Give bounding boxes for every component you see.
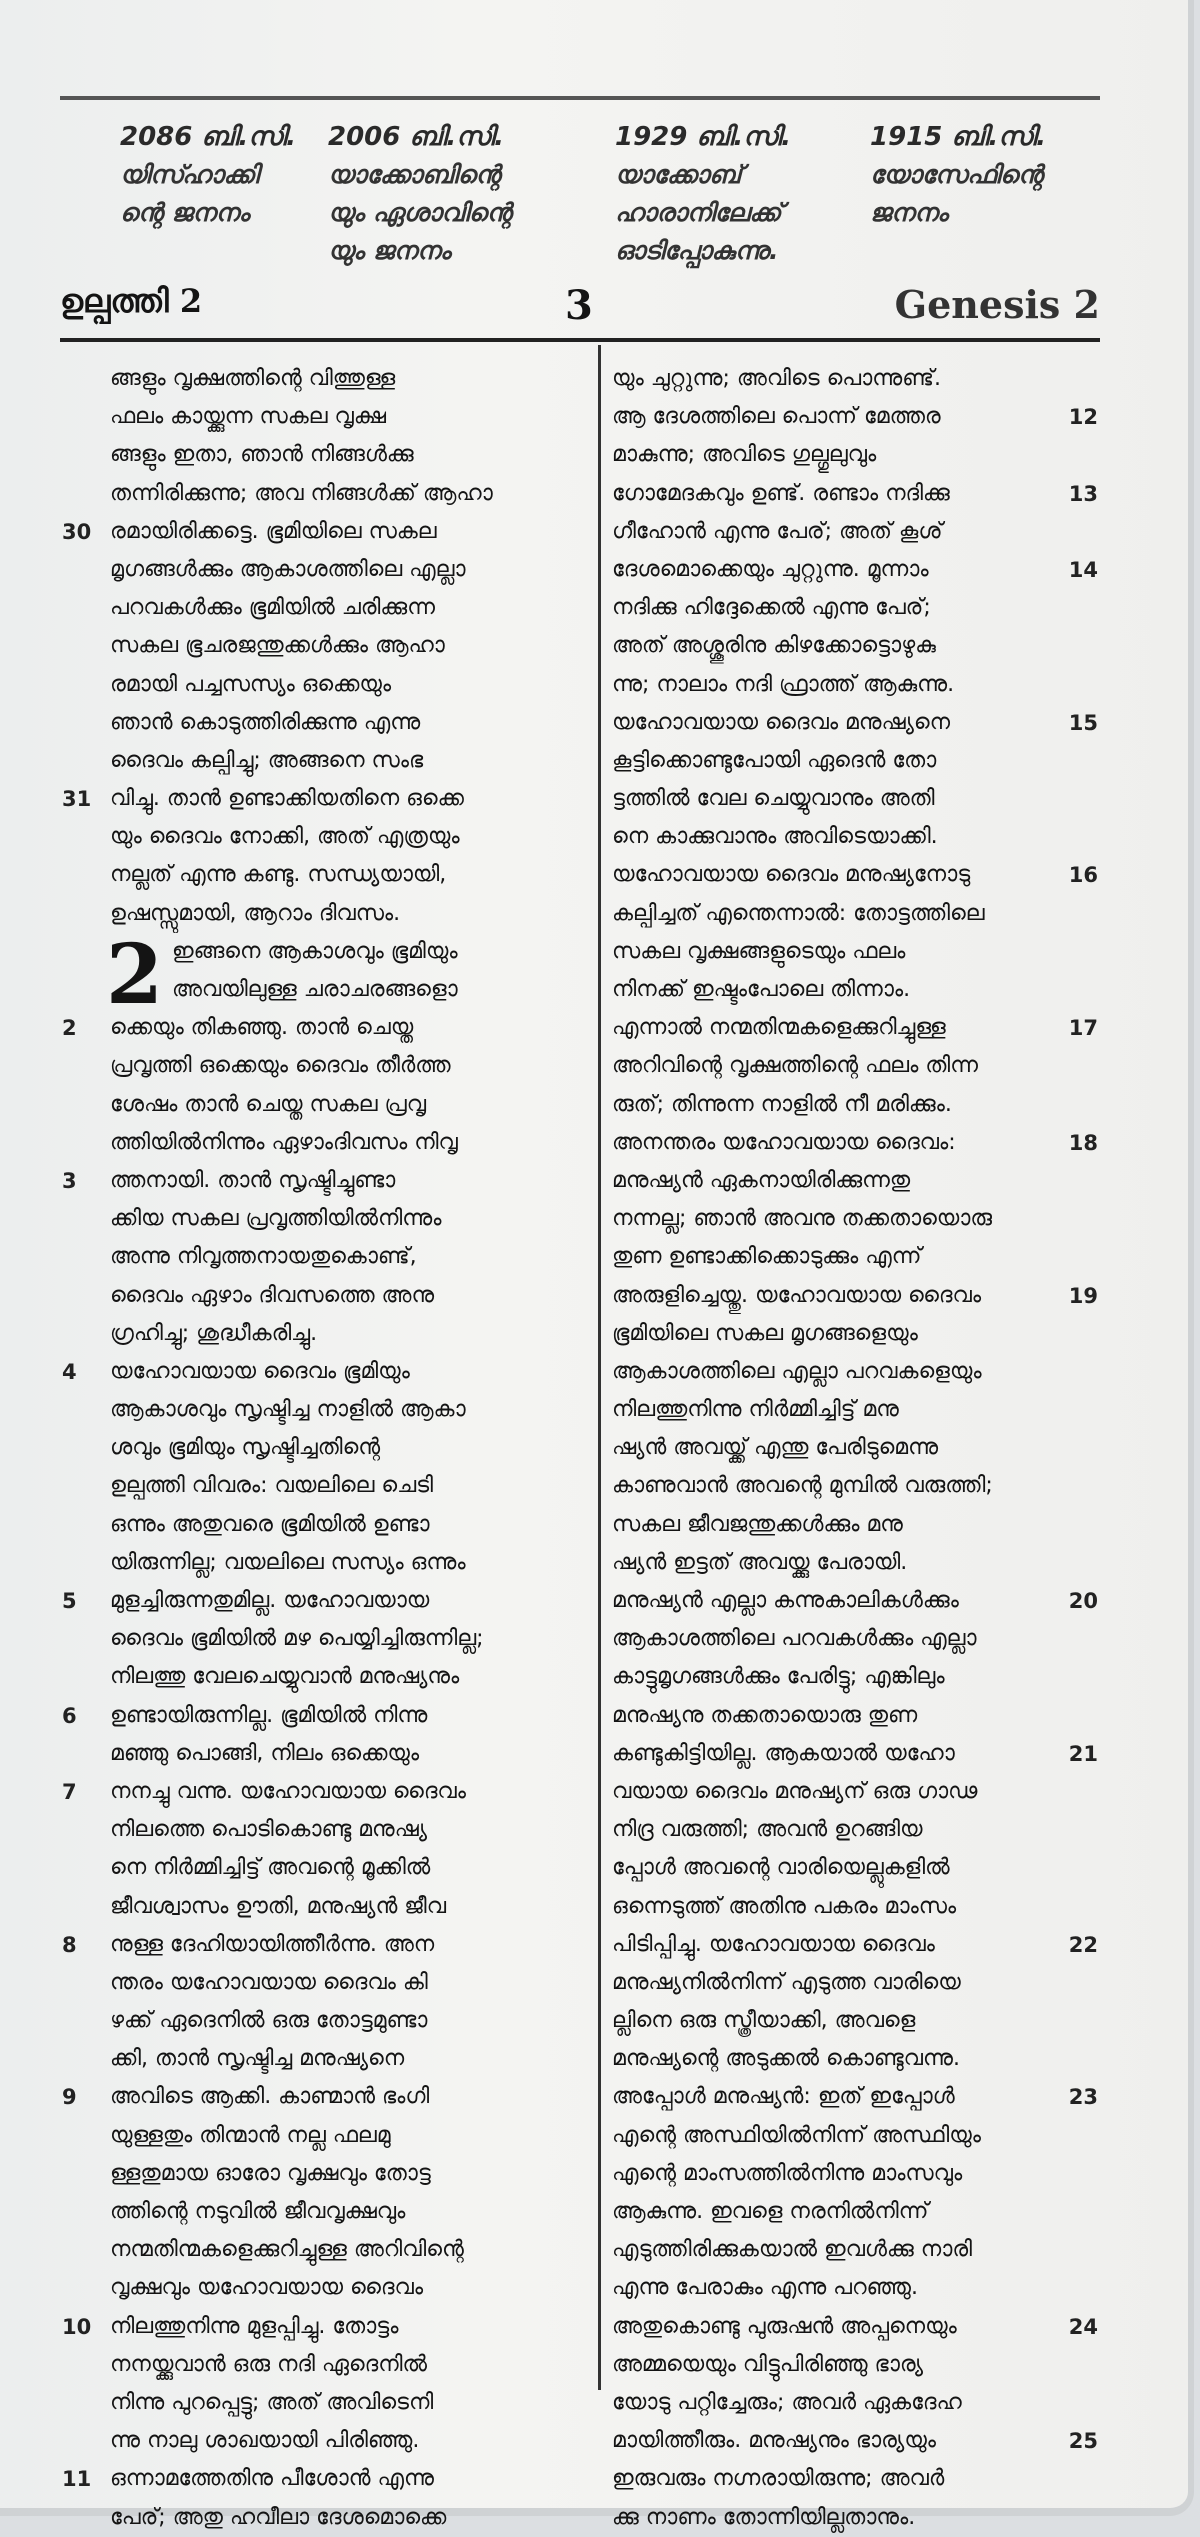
verse-line [608,2422,1098,2460]
verse-line [608,2460,1098,2498]
verse-number: 14 [1068,557,1098,582]
verse-line [60,627,580,665]
verse-line [608,2384,1098,2422]
verse-text: ഒന്നെടുത്ത് അതിനു പകരം മാംസം [612,1893,957,1919]
verse-number: 17 [1068,1016,1098,1041]
verse-text: ഗ്രഹിച്ചു; ശുദ്ധീകരിച്ചു. [110,1320,318,1346]
verse-line [60,398,580,436]
timeline-year: 2086 ബി.സി. [120,122,297,152]
verse-text: മനുഷ്യൻ എല്ലാ കന്നുകാലികൾക്കും [612,1588,959,1613]
verse-text: കണ്ടുകിട്ടിയില്ല. ആകയാൽ യഹോ [612,1740,955,1766]
verse-line [608,1429,1098,1467]
verse-text: ഒന്നാമത്തേതിനു പീശോൻ എന്നു [110,2466,434,2492]
verse-line [60,2231,580,2269]
verse-line [608,1124,1098,1162]
verse-text: പ്പോൾ അവന്റെ വാരിയെല്ലുകളിൽ [612,1855,950,1881]
verse-text: ന്നു നാലു ശാഖയായി പിരിഞ്ഞു. [110,2428,420,2454]
page-number: 3 [565,282,593,329]
verse-line [60,1926,580,1964]
verse-text: വിച്ചു. താൻ ഉണ്ടാക്കിയതിനെ ഒക്കെ [110,786,464,812]
verse-number: 22 [1068,1932,1098,1957]
verse-line [608,1200,1098,1238]
verse-text: ഉഷസ്സുമായി, ആറാം ദിവസം. [110,900,401,926]
verse-line [60,2155,580,2193]
verse-number: 30 [62,519,92,544]
verse-text: ഷ്യൻ അവയ്ക്ക് എന്തു പേരിടുമെന്നു [612,1435,939,1461]
verse-text: യോടു പറ്റിച്ചേരും; അവർ ഏകദേഹ [612,2389,962,2415]
verse-text: രമായി പച്ചസസ്യം ഒക്കെയും [110,671,392,697]
verse-line [60,1620,580,1658]
verse-line [60,2422,580,2460]
verse-text: ശവും ഭൂമിയും സൃഷ്ടിച്ചതിന്റെ [110,1435,381,1461]
verse-text: അമ്മയെയും വിട്ടുപിരിഞ്ഞു ഭാര്യ [612,2351,923,2377]
verse-line [608,1849,1098,1887]
verse-line [608,360,1098,398]
verse-line [608,1735,1098,1773]
verse-text: സകല ജീവജന്തുക്കൾക്കും മനു [612,1511,903,1537]
verse-text: നിന്നു പുറപ്പെട്ടു; അത് അവിടെനി [110,2389,434,2415]
verse-text: മൃഗങ്ങൾക്കും ആകാശത്തിലെ എല്ലാ [110,556,466,582]
verse-line [608,2078,1098,2116]
verse-line [608,1888,1098,1926]
verse-line [608,1620,1098,1658]
verse-line [60,513,580,551]
verse-text: എന്റെ മാംസത്തിൽനിന്നു മാംസവും [612,2160,963,2186]
verse-text: ആകാശവും സൃഷ്ടിച്ച നാളിൽ ആകാ [110,1397,466,1423]
verse-line [60,1697,580,1735]
verse-line [60,2269,580,2307]
verse-line [60,1238,580,1276]
verse-line [60,2384,580,2422]
verse-line [608,895,1098,933]
verse-text: നിദ്ര വരുത്തി; അവൻ ഉറങ്ങിയ [612,1817,923,1843]
verse-text: ഉല്പത്തി വിവരം: വയലിലെ ചെടി [110,1473,433,1499]
verse-number: 20 [1068,1589,1098,1613]
verse-line [60,1544,580,1582]
verse-line [60,436,580,474]
book-chapter-title-ml: ഉല്പത്തി 2 [60,282,203,320]
verse-text: ഫലം കായ്ക്കുന്ന സകല വൃക്ഷ [110,404,386,430]
verse-line [608,971,1098,1009]
verse-text: അറിവിന്റെ വൃക്ഷത്തിന്റെ ഫലം തിന്ന [612,1053,978,1079]
verse-text: കല്പിച്ചത് എന്തെന്നാൽ: തോട്ടത്തിലെ [612,900,985,926]
verse-line [60,1315,580,1353]
verse-line [608,1697,1098,1735]
verse-line [608,589,1098,627]
column-divider [598,345,601,2390]
verse-line [608,856,1098,894]
verse-text: ക്കെയും തികഞ്ഞു. താൻ ചെയ്ത [110,1015,414,1041]
verse-text: ഷ്യൻ ഇട്ടത് അവയ്ക്കു പേരായി. [612,1549,908,1575]
chapter-number: 2 [106,926,164,1023]
timeline-text: ഓടിപ്പോകുന്നു. [615,236,779,265]
verse-text: പറവകൾക്കും ഭൂമിയിൽ ചരിക്കുന്ന [110,595,435,621]
verse-line [60,666,580,704]
verse-line [60,1200,580,1238]
verse-line [608,1277,1098,1315]
timeline-entry [615,118,855,270]
verse-text: ല്ലിനെ ഒരു സ്ത്രീയാക്കി, അവളെ [612,2008,916,2034]
verse-text: നെ കാക്കുവാനും അവിടെയാക്കി. [612,824,938,850]
verse-number: 7 [62,1779,77,1804]
verse-text: ദൈവം ഭൂമിയിൽ മഴ പെയ്യിച്ചിരുന്നില്ല; [110,1626,484,1652]
timeline-year: 1915 ബി.സി. [870,122,1047,152]
verse-text: മനുഷ്യന്റെ അടുക്കൽ കൊണ്ടുവന്നു. [612,2046,960,2072]
verse-text: വയായ ദൈവം മനുഷ്യന് ഒരു ഗാഢ [612,1778,978,1804]
verse-text: യും ദൈവം നോക്കി, അത് എത്രയും [110,824,460,850]
verse-text: മഞ്ഞു പൊങ്ങി, നിലം ഒക്കെയും [110,1740,420,1766]
verse-number: 2 [62,1016,77,1041]
verse-text: മനുഷ്യനിൽനിന്ന് എടുത്ത വാരിയെ [612,1969,961,1995]
verse-number: 18 [1068,1130,1098,1155]
verse-line [60,1162,580,1200]
verse-number: 6 [62,1703,77,1728]
verse-line [608,513,1098,551]
verse-line [608,2346,1098,2384]
verse-text: നനച്ചു വന്നു. യഹോവയായ ദൈവം [110,1778,466,1804]
timeline-text: ജനനം [870,198,948,227]
verse-text: അരുളിച്ചെയ്തു. യഹോവയായ ദൈവം [612,1282,982,1308]
verse-number: 15 [1068,710,1098,735]
verse-text: നിനക്ക് ഇഷ്ടംപോലെ തിന്നാം. [612,977,911,1002]
verse-number: 31 [62,787,92,812]
verse-line [60,1353,580,1391]
verse-line [60,551,580,589]
verse-line [60,780,580,818]
verse-line [608,551,1098,589]
verse-line [60,475,580,513]
left-column [60,360,580,2537]
verse-line [608,1467,1098,1505]
verse-line [608,627,1098,665]
verse-line [60,1391,580,1429]
timeline-text: ഹാരാനിലേക്ക് [615,198,782,227]
verse-line [608,1658,1098,1696]
verse-text: നദിക്കു ഹിദ്ദേക്കെൽ എന്നു പേര്; [612,595,931,621]
verse-line [60,1009,580,1047]
verse-line [60,1047,580,1085]
running-header [60,282,1100,342]
verse-line [608,1773,1098,1811]
verse-number: 5 [62,1589,77,1613]
verse-text: ആകാശത്തിലെ പറവകൾക്കും എല്ലാ [612,1626,977,1652]
timeline-year: 1929 ബി.സി. [615,122,792,152]
verse-line [608,2269,1098,2307]
verse-number: 8 [62,1932,77,1957]
verse-text: കാട്ടുമൃഗങ്ങൾക്കും പേരിട്ടു; എങ്കിലും [612,1664,945,1690]
verse-text: നിലത്തുനിന്നു നിർമ്മിച്ചിട്ട് മനു [612,1397,899,1423]
verse-line [608,1086,1098,1124]
verse-text: യഹോവയായ ദൈവം മനുഷ്യനെ [612,709,951,735]
verse-line [608,436,1098,474]
verse-line: ഇങ്ങനെ ആകാശവും ഭൂമിയും [172,938,458,964]
verse-line [608,1009,1098,1047]
verse-line [60,2078,580,2116]
verse-line [608,1047,1098,1085]
verse-text: യഹോവയായ ദൈവം ഭൂമിയും [110,1358,410,1384]
timeline-text: യോസേഫിന്റെ [870,160,1043,189]
verse-line [60,704,580,742]
verse-text: ക്കി, താൻ സൃഷ്ടിച്ച മനുഷ്യനെ [110,2046,405,2072]
verse-text: സകല ഭൂചരജന്തുക്കൾക്കും ആഹാ [110,633,445,659]
verse-text: ഇരുവരും നഗ്നരായിരുന്നു; അവർ [612,2466,945,2492]
verse-line [60,1888,580,1926]
verse-text: ത്തിയിൽനിന്നും ഏഴാംദിവസം നിവൃ [110,1129,458,1155]
verse-text: യുള്ളതും തിന്മാൻ നല്ല ഫലമു [110,2122,391,2148]
verse-text: ഞാൻ കൊടുത്തിരിക്കുന്നു എന്നു [110,709,421,735]
verse-text: ആ ദേശത്തിലെ പൊന്ന് മേത്തര [612,404,941,430]
verse-text: അവിടെ ആക്കി. കാണ്മാൻ ഭംഗി [110,2084,430,2110]
verse-line [608,1811,1098,1849]
verse-line [60,1277,580,1315]
verse-text: എന്നാൽ നന്മതിന്മകളെക്കുറിച്ചുള്ള [612,1015,946,1041]
verse-line [608,2193,1098,2231]
book-chapter-title-en: Genesis 2 [894,282,1100,327]
verse-text: ദേശമൊക്കെയും ചുറ്റുന്നു. മൂന്നാം [612,556,929,582]
right-column [608,360,1098,2537]
verse-text: ഗോമേദകവും ഉണ്ട്. രണ്ടാം നദിക്കു [612,480,950,506]
verse-text: അന്നു നിവൃത്തനായതുകൊണ്ട്, [110,1244,417,1270]
verse-text: നല്ലത് എന്നു കണ്ടു. സന്ധ്യയായി, [110,862,447,888]
verse-text: ഭൂമിയിലെ സകല മൃഗങ്ങളെയും [612,1320,918,1346]
verse-text: ദൈവം ഏഴാം ദിവസത്തെ അനു [110,1282,435,1308]
verse-text: മുളച്ചിരുന്നതുമില്ല. യഹോവയായ [110,1588,430,1613]
verse-text: അത് അശ്ശൂരിനു കിഴക്കോട്ടൊഴുകു [612,633,936,659]
verse-line [60,1506,580,1544]
verse-number: 13 [1068,481,1098,506]
verse-line [608,1238,1098,1276]
verse-number: 16 [1068,863,1098,888]
timeline-text: ന്റെ ജനനം [120,198,250,227]
verse-text: ങ്ങളും ഇതാ, ഞാൻ നിങ്ങൾക്കു [110,442,414,468]
verse-text: ന്തരം യഹോവയായ ദൈവം കി [110,1969,428,1995]
verse-line [608,398,1098,436]
verse-line [608,2499,1098,2537]
verse-text: നിലത്തുനിന്നു മുളപ്പിച്ചു. തോട്ടം [110,2313,399,2339]
verse-text: ദൈവം കല്പിച്ചു; അങ്ങനെ സംഭ [110,747,424,773]
verse-text: അതുകൊണ്ടു പുരുഷൻ അപ്പനെയും [612,2313,957,2339]
verse-text: വൃക്ഷവും യഹോവയായ ദൈവം [110,2275,424,2301]
verse-line [60,2499,580,2537]
verse-line [608,2040,1098,2078]
verse-text: മനുഷ്യൻ ഏകനായിരിക്കുന്നതു [612,1167,911,1193]
verse-line [60,2460,580,2498]
verse-number: 24 [1068,2314,1098,2339]
verse-text: നിലത്തു വേലചെയ്യുവാൻ മനുഷ്യനും [110,1664,460,1690]
verse-text: അപ്പോൾ മനുഷ്യൻ: ഇത് ഇപ്പോൾ [612,2084,955,2110]
verse-number: 25 [1068,2429,1098,2454]
verse-line [608,1506,1098,1544]
verse-line [60,360,580,398]
verse-line [60,1429,580,1467]
verse-line [608,1353,1098,1391]
verse-line [608,1582,1098,1620]
verse-text: മായിത്തീരും. മനുഷ്യനും ഭാര്യയും [612,2428,937,2454]
verse-line [608,2117,1098,2155]
verse-text: ക്കിയ സകല പ്രവൃത്തിയിൽനിന്നും [110,1206,442,1232]
verse-text: തന്നിരിക്കുന്നു; അവ നിങ്ങൾക്ക് ആഹാ [110,480,493,506]
verse-number: 11 [62,2467,92,2492]
verse-line [608,704,1098,742]
verse-text: ഉണ്ടായിരുന്നില്ല. ഭൂമിയിൽ നിന്നു [110,1702,428,1728]
verse-text: ള്ളതുമായ ഓരോ വൃക്ഷവും തോട്ട [110,2160,431,2186]
verse-line [60,589,580,627]
verse-number: 12 [1068,405,1098,430]
verse-text: ജീവശ്വാസം ഊതി, മനുഷ്യൻ ജീവ [110,1893,447,1919]
verse-text: ആകുന്നു. ഇവളെ നരനിൽനിന്ന് [612,2199,929,2224]
verse-text: ത്തനായി. താൻ സൃഷ്ടിച്ചുണ്ടാ [110,1167,396,1193]
verse-line [60,2002,580,2040]
verse-line [608,933,1098,971]
verse-line [60,1086,580,1124]
verse-line [608,1544,1098,1582]
verse-number: 19 [1068,1283,1098,1308]
verse-line [608,1162,1098,1200]
verse-line [60,2308,580,2346]
verse-line [608,2308,1098,2346]
verse-text: എന്റെ അസ്ഥിയിൽനിന്ന് അസ്ഥിയും [612,2122,981,2148]
verse-text: നിലത്തെ പൊടികൊണ്ടു മനുഷ്യ [110,1817,428,1843]
verse-line [608,2155,1098,2193]
verse-text: തുണ ഉണ്ടാക്കിക്കൊടുക്കും എന്ന് [612,1244,922,1270]
verse-line [60,1582,580,1620]
verse-text: പിടിപ്പിച്ചു. യഹോവയായ ദൈവം [612,1931,935,1957]
timeline-text: യും ജനനം [328,236,451,265]
verse-line [608,666,1098,704]
verse-text: പേര്; അതു ഹവീലാ ദേശമൊക്കെ [110,2504,447,2530]
verse-line [60,1964,580,2002]
verse-text: രുത്; തിന്നുന്ന നാളിൽ നീ മരിക്കും. [612,1091,952,1117]
verse-text: നുള്ള ദേഹിയായിത്തീർന്നു. അന [110,1931,435,1957]
verse-text: ഒന്നും അതുവരെ ഭൂമിയിൽ ഉണ്ടാ [110,1511,430,1537]
verse-text: നനയ്ക്കുവാൻ ഒരു നദി ഏദെനിൽ [110,2351,428,2377]
verse-line [608,2002,1098,2040]
verse-line [608,1391,1098,1429]
verse-line [60,742,580,780]
verse-text: രമായിരിക്കട്ടെ. ഭൂമിയിലെ സകല [110,518,437,544]
verse-number: 3 [62,1168,77,1193]
verse-text: എടുത്തിരിക്കുകയാൽ ഇവൾക്കു നാരി [612,2237,972,2263]
verse-line [608,780,1098,818]
timeline-header [60,96,1100,300]
timeline-text: യും ഏശാവിന്റെ [328,198,512,227]
verse-text: നെ നിർമ്മിച്ചിട്ട് അവന്റെ മൂക്കിൽ [110,1855,431,1881]
verse-number: 23 [1068,2085,1098,2110]
verse-line [608,475,1098,513]
verse-line [60,1849,580,1887]
verse-line [60,1658,580,1696]
verse-line [60,1773,580,1811]
verse-line [608,818,1098,856]
verse-line [608,742,1098,780]
timeline-entry [120,118,360,232]
verse-line [608,2231,1098,2269]
verse-text: ആകാശത്തിലെ എല്ലാ പറവകളെയും [612,1358,982,1384]
verse-line [60,2346,580,2384]
verse-line [608,1926,1098,1964]
verse-line [608,1964,1098,2002]
verse-text: ത്തിന്റെ നടുവിൽ ജീവവൃക്ഷവും [110,2199,406,2224]
verse-text: കാണുവാൻ അവന്റെ മുമ്പിൽ വരുത്തി; [612,1473,993,1499]
verse-line [60,2040,580,2078]
verse-number: 9 [62,2085,77,2110]
verse-text: മനുഷ്യനു തക്കതായൊരു തുണ [612,1702,918,1728]
verse-text: കൂട്ടിക്കൊണ്ടുപോയി ഏദെൻ തോ [612,747,937,773]
verse-text: ട്ടത്തിൽ വേല ചെയ്യുവാനും അതി [612,786,935,812]
verse-text: എന്നു പേരാകും എന്നു പറഞ്ഞു. [612,2275,919,2301]
verse-text: ക്കു നാണം തോന്നിയില്ലതാനും. [612,2504,916,2530]
verse-line [60,1811,580,1849]
verse-text: പ്രവൃത്തി ഒക്കെയും ദൈവം തീർത്ത [110,1053,451,1079]
timeline-text: യാക്കോബ് [615,160,742,189]
verse-text: മാകുന്നു; അവിടെ ഗുല്ഗുലുവും [612,442,877,468]
verse-text: ശേഷം താൻ ചെയ്ത സകല പ്രവൃ [110,1091,427,1117]
timeline-text: യാക്കോബിന്റെ [328,160,501,189]
verse-line [60,856,580,894]
verse-line [60,2193,580,2231]
verse-line [608,1315,1098,1353]
verse-text: നന്മതിന്മകളെക്കുറിച്ചുള്ള അറിവിന്റെ [110,2237,464,2263]
verse-line: അവയിലുള്ള ചരാചരങ്ങളൊ [172,977,458,1002]
timeline-year: 2006 ബി.സി. [328,122,505,152]
timeline-entry [328,118,568,270]
verse-number: 4 [62,1359,77,1384]
verse-number: 21 [1068,1741,1098,1766]
verse-text: യഹോവയായ ദൈവം മനുഷ്യനോടു [612,862,971,888]
verse-line [60,818,580,856]
verse-number: 10 [62,2314,92,2339]
verse-line [60,1124,580,1162]
verse-line [60,1467,580,1505]
timeline-entry [870,118,1110,232]
verse-line [60,1735,580,1773]
chapter-opening [60,926,580,1023]
verse-text: ങ്ങളും വൃക്ഷത്തിന്റെ വിത്തുള്ള [110,366,396,391]
verse-text: നന്നല്ല; ഞാൻ അവനു തക്കതായൊരു [612,1206,993,1232]
verse-text: ഗീഹോൻ എന്നു പേര്; അത് കൂശ് [612,518,943,544]
verse-text: യിരുന്നില്ല; വയലിലെ സസ്യം ഒന്നും [110,1549,466,1575]
verse-text: യും ചുറ്റുന്നു; അവിടെ പൊന്നുണ്ട്. [612,366,941,391]
verse-text: ഴക്ക് ഏദെനിൽ ഒരു തോട്ടമുണ്ടാ [110,2008,428,2034]
verse-text: ന്നു; നാലാം നദി ഫ്രാത്ത് ആകുന്നു. [612,671,955,697]
verse-text: അനന്തരം യഹോവയായ ദൈവം: [612,1129,956,1155]
verse-line [60,2117,580,2155]
verse-text: സകല വൃക്ഷങ്ങളുടെയും ഫലം [612,938,906,964]
timeline-text: യിസ്ഹാക്കി [120,160,259,189]
